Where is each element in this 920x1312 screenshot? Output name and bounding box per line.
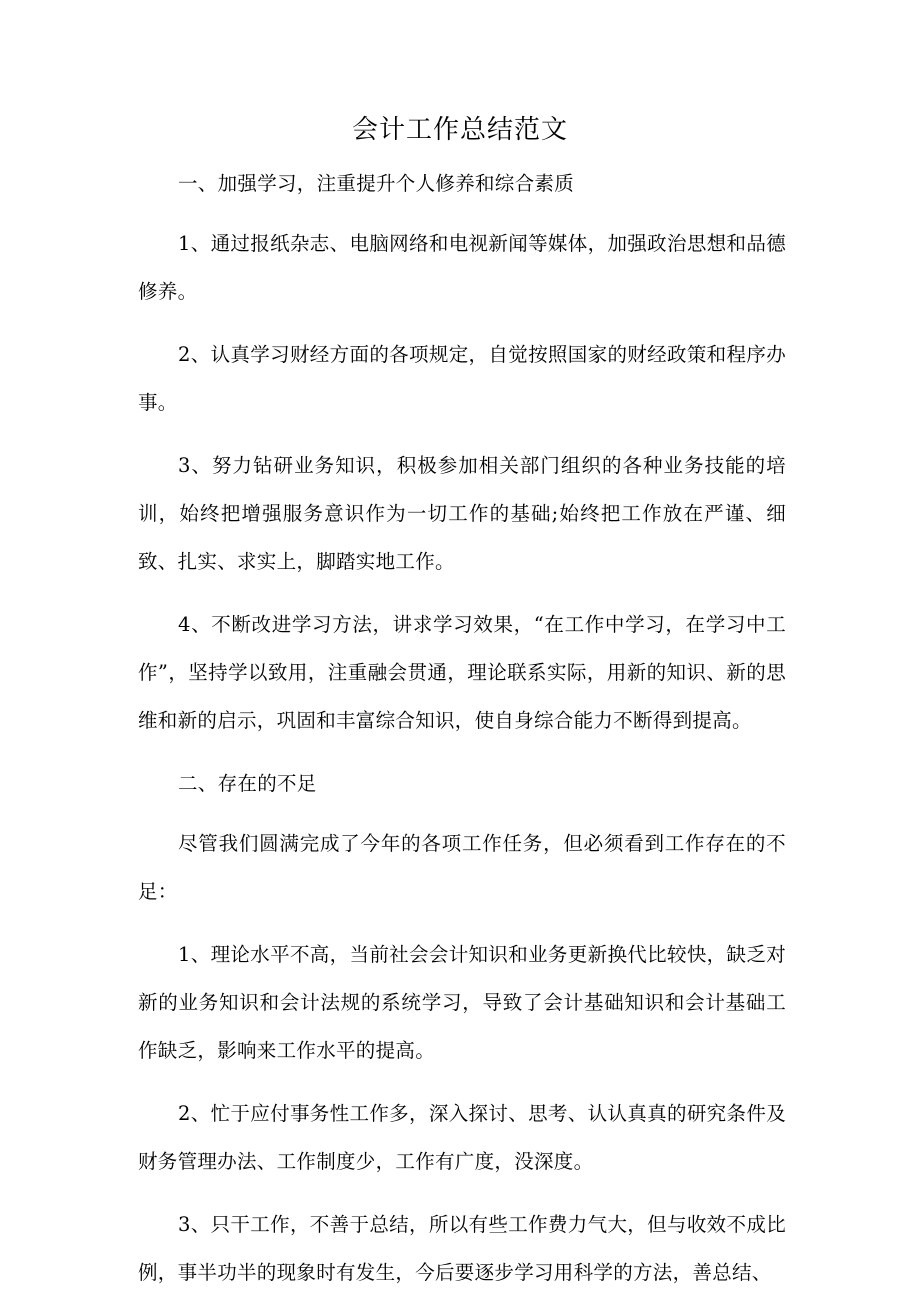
paragraph-item-1: 1、通过报纸杂志、电脑网络和电视新闻等媒体，加强政治思想和品德修养。 (138, 232, 786, 303)
document-body (138, 160, 786, 1312)
paragraph-shortcoming-2: 2、忙于应付事务性工作多，深入探讨、思考、认认真真的研究条件及财务管理办法、工作制度少，工作有广度，没深度。 (138, 1102, 786, 1173)
section-heading-1: 一、加强学习，注重提升个人修养和综合素质 (178, 172, 575, 195)
document-title: 会计工作总结范文 (351, 115, 568, 145)
paragraph-item-4: 4、不断改进学习方法，讲求学习效果，“在工作中学习，在学习中工作”，坚持学以致用，注重融会贯通，理论联系实际，用新的知识、新的思维和新的启示，巩固和丰富综合知识，使自身综合能力不断得到提高。 (138, 613, 786, 732)
paragraph-item-3: 3、努力钻研业务知识，积极参加相关部门组织的各种业务技能的培训，始终把增强服务意识作为一切工作的基础;始终把工作放在严谨、细致、扎实、求实上，脚踏实地工作。 (138, 454, 786, 573)
paragraph-shortcoming-1: 1、理论水平不高，当前社会会计知识和业务更新换代比较快，缺乏对新的业务知识和会计法规的系统学习，导致了会计基础知识和会计基础工作缺乏，影响来工作水平的提高。 (138, 943, 786, 1062)
paragraph-item-2: 2、认真学习财经方面的各项规定，自觉按照国家的财经政策和程序办事。 (138, 343, 786, 414)
section-heading-2: 二、存在的不足 (178, 772, 317, 795)
paragraph-shortcoming-3: 3、只干工作，不善于总结，所以有些工作费力气大，但与收效不成比例，事半功半的现象时有发生，今后要逐步学习用科学的方法，善总结、 (138, 1213, 786, 1284)
paragraph-intro: 尽管我们圆满完成了今年的各项工作任务，但必须看到工作存在的不足： (138, 832, 786, 903)
